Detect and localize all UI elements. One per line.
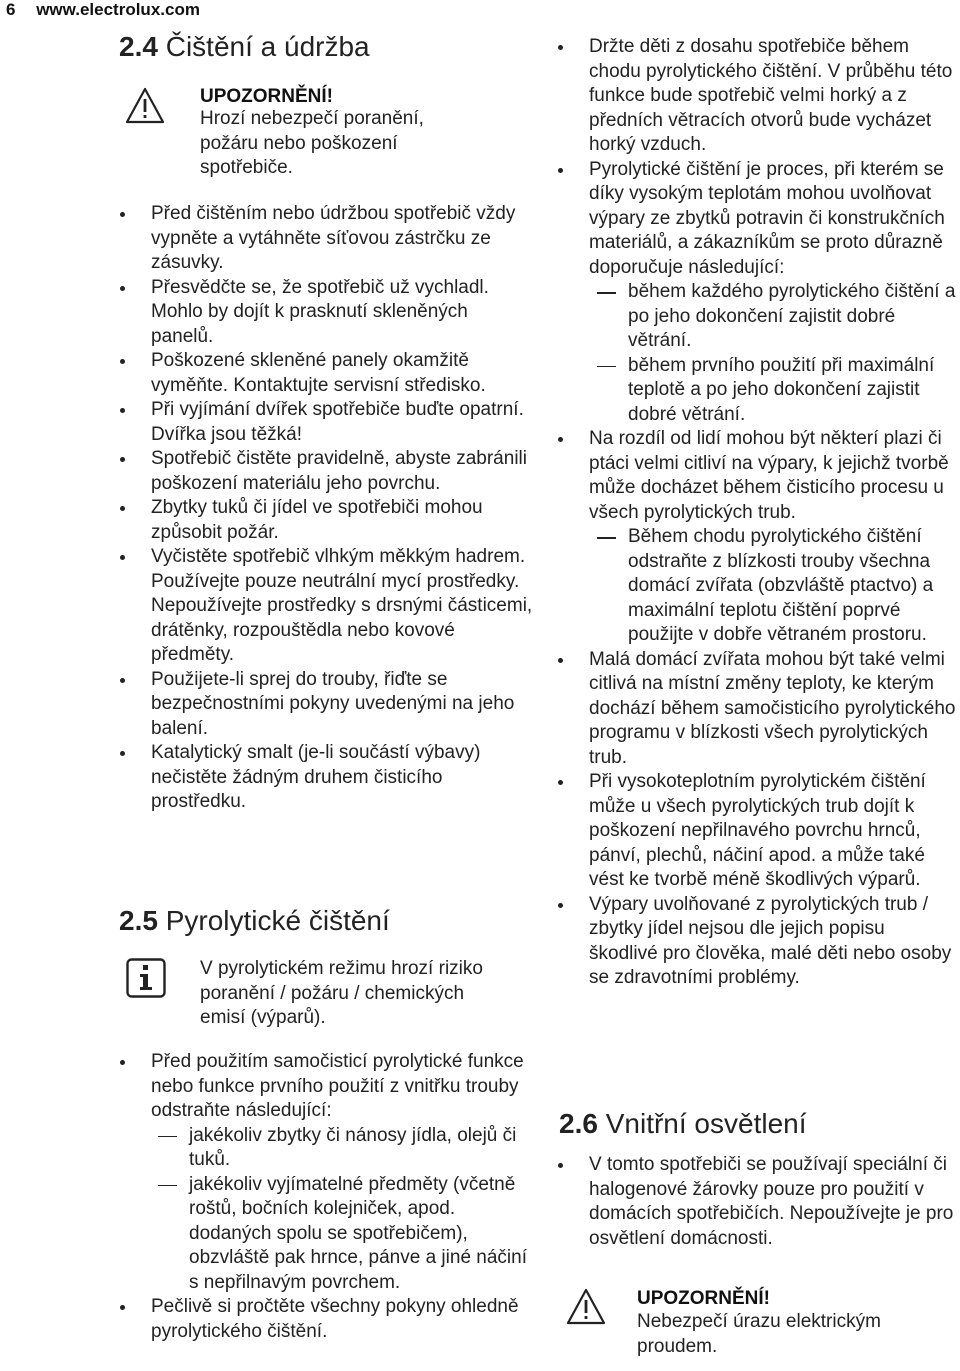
section-number: 2.4 <box>119 31 158 62</box>
list-item-text: Před použitím samočisticí pyrolytické funkce nebo funkce prvního použití z vnitřku trouby odstraňte následující: <box>151 1051 524 1121</box>
section-title-text: Vnitřní osvětlení <box>605 1108 807 1139</box>
list-item: Poškozené skleněné panely okamžitě vyměňte. Kontaktujte servisní středisko. <box>151 349 533 398</box>
header-url[interactable]: www.electrolux.com <box>36 0 200 19</box>
section-2-4-title <box>119 31 370 63</box>
list-item: Zbytky tuků či jídel ve spotřebiči mohou způsobit požár. <box>151 496 533 545</box>
list-item <box>151 1050 533 1295</box>
list-item <box>589 158 957 428</box>
section-2-6-title <box>559 1108 807 1140</box>
list-item: Spotřebič čistěte pravidelně, abyste zabránili poškození materiálu jeho povrchu. <box>151 447 533 496</box>
dash-list <box>151 1124 533 1296</box>
list-item: Při vysokoteplotním pyrolytickém čištění může u všech pyrolytických trub dojít k poškození nepřilnavého povrchu hrnců, pánví, plechů, náčiní apod. a může také vést ke tvorbě méně škodlivých výparů. <box>589 770 957 893</box>
right-bullet-list <box>589 35 957 991</box>
section-2-5-title <box>119 905 390 937</box>
warning-title: UPOZORNĚNÍ! <box>200 86 333 107</box>
section-title-text: Čištění a údržba <box>165 31 370 62</box>
list-item: Použijete-li sprej do trouby, řiďte se bezpečnostními pokyny uvedenými na jeho balení. <box>151 668 533 742</box>
page-number: 6 <box>6 0 16 19</box>
list-item: Pečlivě si pročtěte všechny pokyny ohledně pyrolytického čištění. <box>151 1295 533 1344</box>
lighting-bullet-list <box>589 1153 957 1251</box>
page-header <box>6 0 200 20</box>
list-item: Katalytický smalt (je-li součástí výbavy) nečistěte žádným druhem čisticího prostředku. <box>151 741 533 815</box>
cleaning-bullet-list <box>151 202 533 815</box>
warning-text: Hrozí nebezpečí poranění, požáru nebo poškození spotřebiče. <box>200 108 424 178</box>
warning-icon <box>566 1288 606 1326</box>
info-icon <box>126 958 166 998</box>
warning-icon <box>125 87 165 125</box>
warning-text: Nebezpečí úrazu elektrickým proudem. <box>637 1311 881 1357</box>
info-text: V pyrolytickém režimu hrozí riziko poranění / požáru / chemických emisí (výparů). <box>200 958 483 1028</box>
list-item: Výpary uvolňované z pyrolytických trub / zbytky jídel nejsou dle jejich popisu škodlivé pro člověka, malé děti nebo osoby se zdravotními problémy. <box>589 893 957 991</box>
list-item <box>589 427 957 648</box>
list-item: Držte děti z dosahu spotřebiče během chodu pyrolytického čištění. V průběhu této funkce bude spotřebič velmi horký a z předních větracích otvorů bude vycházet horký vzduch. <box>589 35 957 158</box>
list-item-text: Na rozdíl od lidí mohou být některí plazi či ptáci velmi citliví na výpary, k jejichž tvorbě může docházet během čisticího procesu u všech pyrolytických trub. <box>589 428 949 523</box>
dash-item: během prvního použití při maximální teplotě a po jeho dokončení zajistit dobré větrání. <box>628 354 957 428</box>
list-item: Při vyjímání dvířek spotřebiče buďte opatrní. Dvířka jsou těžká! <box>151 398 533 447</box>
section-number: 2.6 <box>559 1108 598 1139</box>
dash-list <box>589 280 957 427</box>
list-item: Před čištěním nebo údržbou spotřebič vždy vypněte a vytáhněte síťovou zástrčku ze zásuvky. <box>151 202 533 276</box>
dash-item: během každého pyrolytického čištění a po jeho dokončení zajistit dobré větrání. <box>628 280 957 354</box>
dash-item: jakékoliv vyjímatelné předměty (včetně roštů, bočních kolejniček, apod. dodaných spolu se spotřebičem), obzvláště pak hrnce, pánve a jiné náčiní s nepřilnavým povrchem. <box>189 1173 533 1296</box>
section-number: 2.5 <box>119 905 158 936</box>
dash-item: jakékoliv zbytky či nánosy jídla, olejů či tuků. <box>189 1124 533 1173</box>
dash-list <box>589 525 957 648</box>
warning-title: UPOZORNĚNÍ! <box>637 1288 770 1309</box>
dash-item: Během chodu pyrolytického čištění odstraňte z blízkosti trouby všechna domácí zvířata (obzvláště ptactvo) a maximální teplotu čištění poprvé použijte v dobře větraném prostoru. <box>628 525 957 648</box>
section-title-text: Pyrolytické čištění <box>165 905 390 936</box>
list-item: Vyčistěte spotřebič vlhkým měkkým hadrem. Používejte pouze neutrální mycí prostředky. Nepoužívejte prostředky s drsnými částicemi, drátěnky, rozpouštědla nebo kovové předměty. <box>151 545 533 668</box>
list-item-text: Pyrolytické čištění je proces, při kterém se díky vysokým teplotám mohou uvolňovat výpary ze zbytků potravin či konstrukčních materiálů, a zákazníkům se proto důrazně doporučuje následující: <box>589 158 945 278</box>
pyrolytic-bullet-list <box>151 1050 533 1344</box>
list-item: V tomto spotřebiči se používají speciální či halogenové žárovky pouze pro použití v domácích spotřebičích. Nepoužívejte je pro osvětlení domácnosti. <box>589 1153 957 1251</box>
list-item: Přesvědčte se, že spotřebič už vychladl. Mohlo by dojít k prasknutí skleněných panelů. <box>151 276 533 350</box>
list-item: Malá domácí zvířata mohou být také velmi citlivá na místní změny teploty, ke kterým dochází během samočisticího pyrolytického programu v blízkosti všech pyrolytických trub. <box>589 648 957 771</box>
